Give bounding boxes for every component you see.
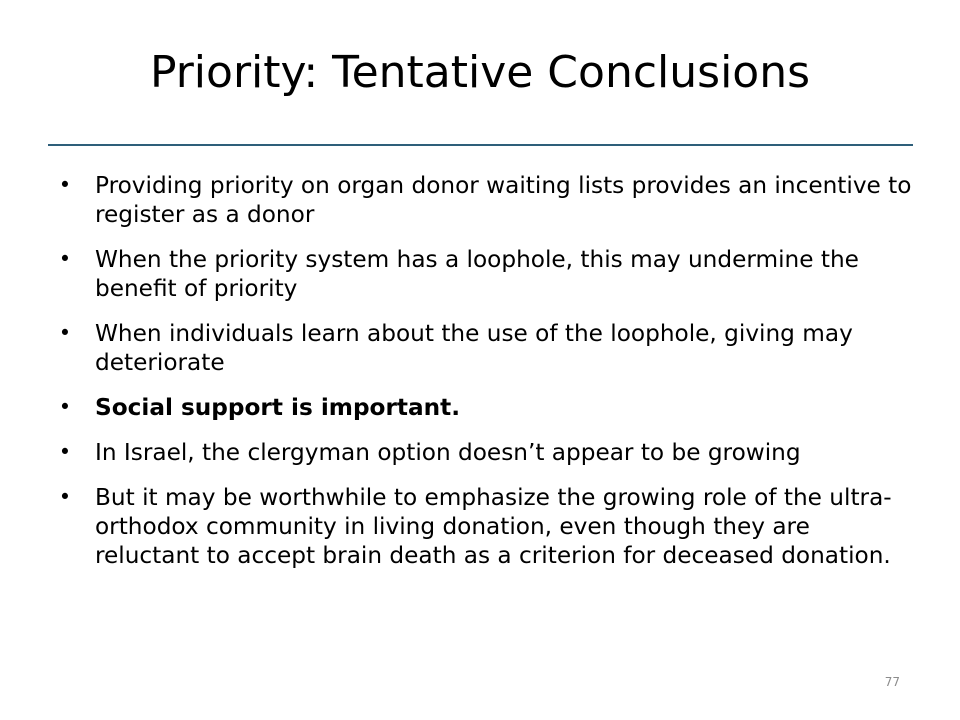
bullet-text: When the priority system has a loophole, this may undermine the benefit of priority [95,246,859,302]
bullet-item [58,171,918,229]
bullet-icon: • [58,321,72,345]
bullet-icon: • [58,247,72,271]
bullet-item [58,483,918,570]
bullet-item [58,319,918,377]
bullet-item [58,438,918,467]
page-number: 77 [884,675,900,689]
bullet-text: Providing priority on organ donor waiting lists provides an incentive to register as a donor [95,172,912,228]
bullet-icon: • [58,485,72,509]
bullet-text-bold: Social support is important. [95,394,461,421]
bullet-icon: • [58,440,72,464]
title-divider [48,144,913,146]
bullet-text: In Israel, the clergyman option doesn’t appear to be growing [95,439,801,466]
bullet-text: When individuals learn about the use of the loophole, giving may deteriorate [95,320,853,376]
bullet-item [58,393,918,422]
bullet-icon: • [58,173,72,197]
bullet-icon: • [58,395,72,419]
slide-title: Priority: Tentative Conclusions [149,47,811,98]
bullet-text: But it may be worthwhile to emphasize the growing role of the ultra-orthodox community in living donation, even though they are reluctant to accept brain death as a criterion for deceased donation. [95,484,892,569]
bullet-item [58,245,918,303]
bullet-list [58,171,918,586]
